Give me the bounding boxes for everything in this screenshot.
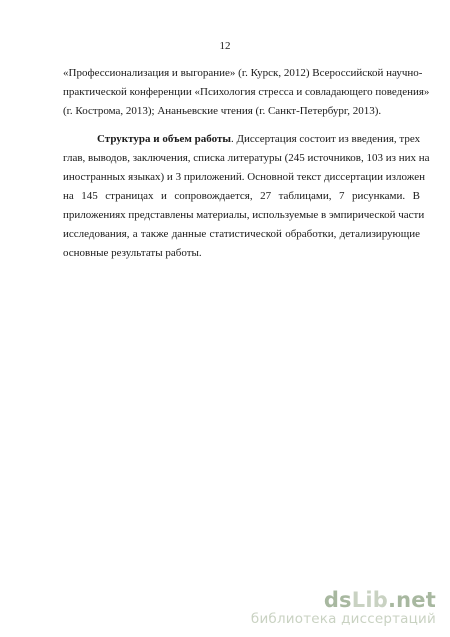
text-line: глав, выводов, заключения, списка литературы (245 источников, 103 из них на <box>63 152 430 164</box>
page-number: 12 <box>219 40 231 52</box>
text-line: (г. Кострома, 2013); Ананьевские чтения (г. Санкт-Петербург, 2013). <box>63 105 382 117</box>
watermark-caption: библиотека диссертаций <box>250 611 436 627</box>
dslib-watermark <box>251 589 436 627</box>
document-body <box>63 64 430 263</box>
text-line: иностранных языках) и 3 приложений. Основной текст диссертации изложен <box>63 171 425 183</box>
text-line: практической конференции «Психология стресса и совладающего поведения» <box>63 86 430 98</box>
logo-part: Lib <box>351 588 388 612</box>
logo-part: .net <box>387 588 436 612</box>
text-line: приложениях представлены материалы, используемые в эмпирической части <box>63 209 425 221</box>
text-line <box>63 130 420 149</box>
paragraph-structure <box>63 130 430 263</box>
text-line: на 145 страницах и сопровождается, 27 таблицами, 7 рисунками. В <box>63 190 420 202</box>
text-line: исследования, а также данные статистической обработки, детализирующие <box>63 228 420 240</box>
section-heading: Структура и объем работы <box>97 133 231 145</box>
text-line: основные результаты работы. <box>63 247 202 259</box>
dslib-logo <box>251 589 436 611</box>
paragraph-conferences <box>63 64 430 121</box>
text-line: «Профессионализация и выгорание» (г. Курск, 2012) Всероссийской научно- <box>63 67 423 79</box>
logo-part: ds <box>323 588 352 612</box>
text-fragment: . Диссертация состоит из введения, трех <box>230 133 421 145</box>
